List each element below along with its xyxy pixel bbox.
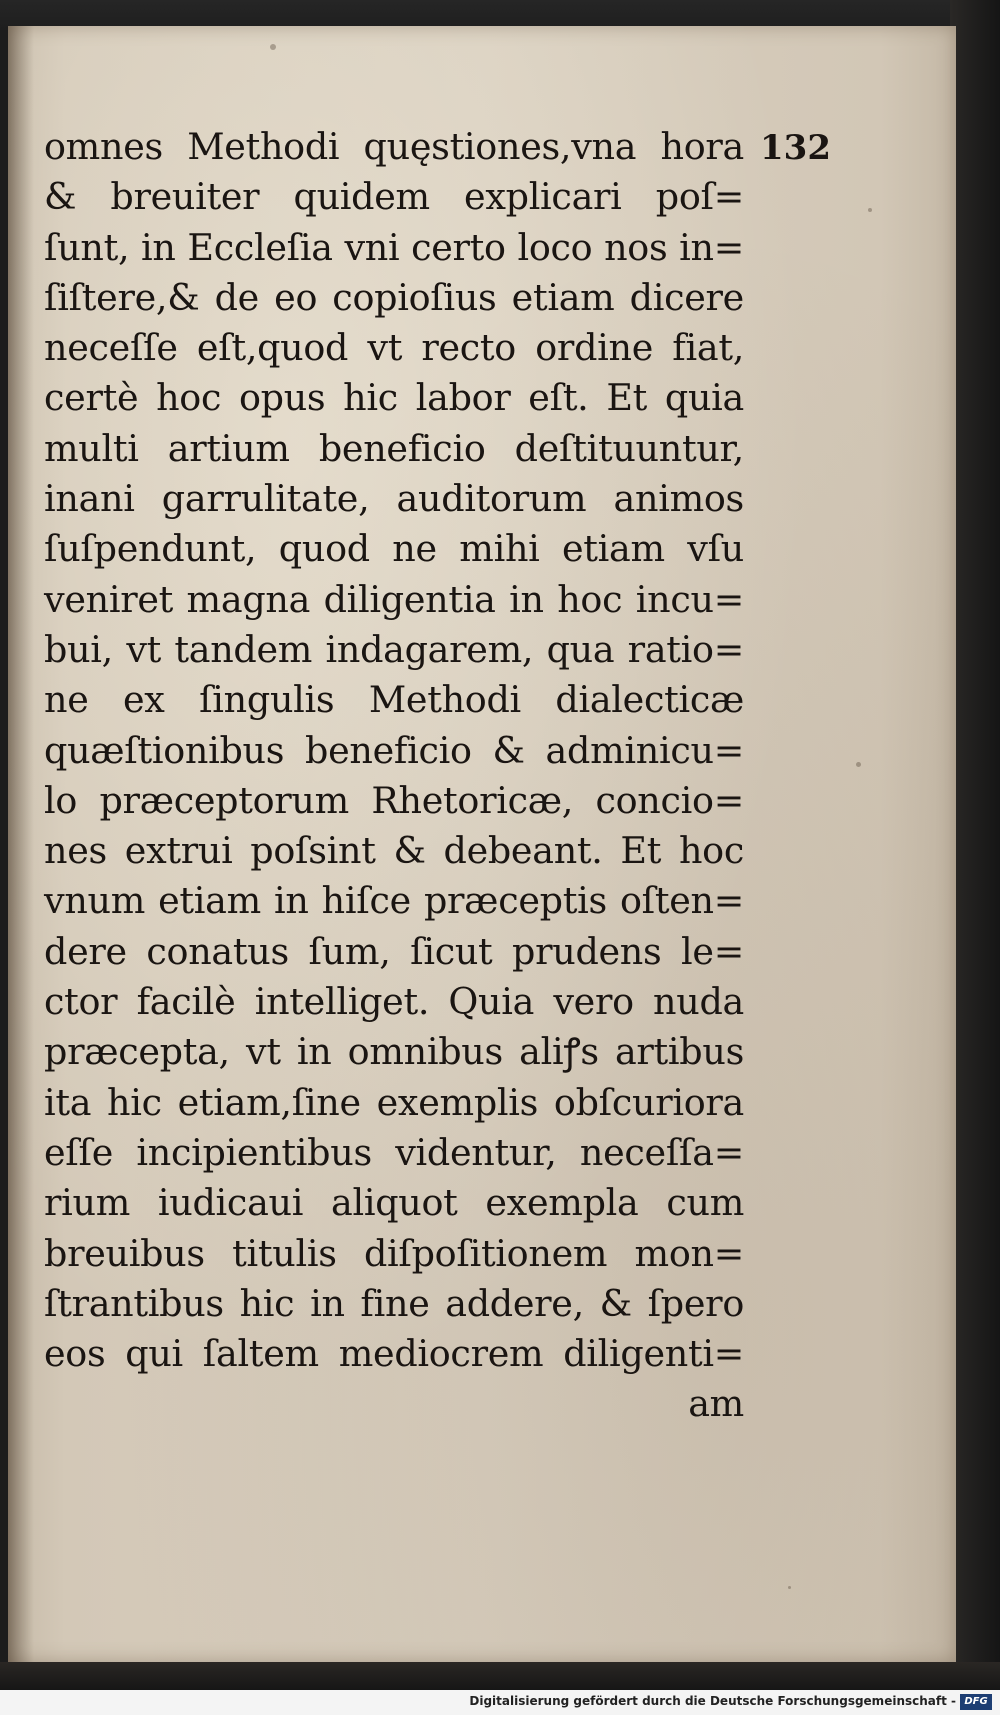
book-page bbox=[8, 26, 956, 1662]
text-line: lo præceptorum Rhetoricæ, concio= bbox=[44, 778, 744, 822]
text-line: ne ex ſingulis Methodi dialecticæ bbox=[44, 678, 744, 722]
text-line: nes extrui poſsint & debeant. Et hoc bbox=[44, 829, 744, 873]
text-line: eſſe incipientibus videntur, neceſſa= bbox=[44, 1130, 744, 1174]
attribution-text: Digitalisierung gefördert durch die Deutsche Forschungsgemeinschaft - bbox=[469, 1694, 956, 1708]
text-line: ſtrantibus hic in fine addere, & ſpero bbox=[44, 1281, 744, 1325]
paper-stain bbox=[868, 208, 872, 212]
attribution-bar bbox=[0, 1690, 1000, 1715]
text-line: eos qui ſaltem mediocrem diligenti= bbox=[44, 1332, 744, 1376]
text-line: quæſtionibus beneficio & adminicu= bbox=[44, 728, 744, 772]
text-line: veniret magna diligentia in hoc incu= bbox=[44, 577, 744, 621]
text-line: certè hoc opus hic labor eſt. Et quia bbox=[44, 376, 744, 420]
catchword: am bbox=[688, 1382, 744, 1426]
binding-shadow bbox=[8, 26, 34, 1662]
paper-stain bbox=[270, 44, 276, 50]
text-line: vnum etiam in hiſce præceptis oſten= bbox=[44, 879, 744, 923]
text-line: & breuiter quidem explicari poſ= bbox=[44, 175, 744, 219]
bottom-backdrop bbox=[0, 1662, 1000, 1690]
text-line: bui, vt tandem indagarem, qua ratio= bbox=[44, 627, 744, 671]
page-number: 132 bbox=[760, 128, 831, 168]
text-line: ſuſpendunt, quod ne mihi etiam vſu bbox=[44, 527, 744, 571]
text-line: ſunt, in Eccleſia vni certo loco nos in= bbox=[44, 225, 744, 269]
text-line: ctor facilè intelliget. Quia vero nuda bbox=[44, 980, 744, 1024]
text-line: præcepta, vt in omnibus aliꝭs artibus bbox=[44, 1030, 744, 1074]
paper-stain bbox=[856, 762, 861, 767]
body-text bbox=[44, 122, 744, 1430]
text-line: ita hic etiam,ſine exemplis obſcuriora bbox=[44, 1080, 744, 1124]
text-line: neceſſe eſt,quod vt recto ordine fiat, bbox=[44, 326, 744, 370]
text-line: inani garrulitate, auditorum animos bbox=[44, 477, 744, 521]
text-line: rium iudicaui aliquot exempla cum bbox=[44, 1181, 744, 1225]
paper-stain bbox=[788, 1586, 791, 1589]
text-line: multi artium beneficio deſtituuntur, bbox=[44, 426, 744, 470]
text-line: omnes Methodi quęstiones,vna hora bbox=[44, 125, 744, 168]
text-line: ſiſtere,& de eo copioſius etiam dicere bbox=[44, 275, 744, 319]
right-book-edge bbox=[950, 0, 1000, 1690]
text-line: dere conatus ſum, ſicut prudens le= bbox=[44, 929, 744, 973]
dfg-logo-icon: DFG bbox=[960, 1694, 992, 1710]
text-line: breuibus titulis diſpoſitionem mon= bbox=[44, 1231, 744, 1275]
